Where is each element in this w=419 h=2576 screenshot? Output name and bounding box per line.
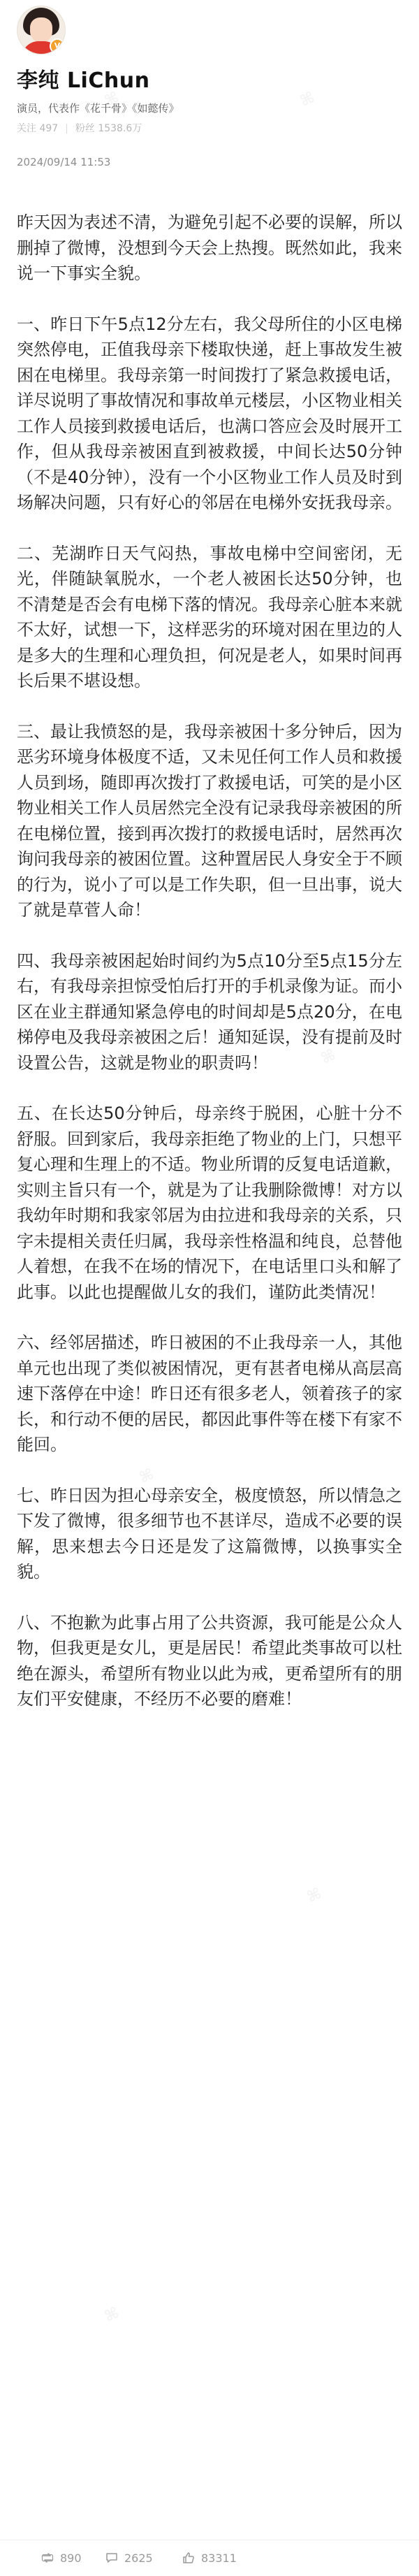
user-stats: [17, 121, 402, 135]
stats-divider: |: [65, 123, 68, 134]
following-count[interactable]: 关注 497: [17, 123, 59, 134]
post-date: 2024/09/14 11:53: [17, 156, 111, 168]
like-count: 83311: [201, 2552, 237, 2565]
user-bio: 演员，代表作《花千骨》《如懿传》: [17, 102, 179, 115]
post-paragraph: 一、昨日下午5点12分左右，我父母所住的小区电梯突然停电，正值我母亲下楼取快递，赶上事故发生被困在电梯里。我母亲第一时间拨打了紧急救援电话，详尽说明了事故情况和事故单元楼层，小区物业相关工作人员接到救援电话后，也满口答应会及时展开工作，但从我母亲被困直到被救援，中间长达50分钟（不是40分钟），没有一个小区物业工作人员及时到场解决问题，只有好心的邻居在电梯外安抚我母亲。: [17, 314, 402, 512]
action-bar: [0, 2540, 419, 2576]
watermark-mark: [102, 2304, 122, 2326]
post-paragraph: 二、芜湖昨日天气闷热，事故电梯中空间密闭，无光，伴随缺氧脱水，一个老人被困长达50分钟，也不清楚是否会有电梯下落的情况。我母亲心脏本来就不太好，试想一下，这样恶劣的环境对困在里边的人是多大的生理和心理负担，何况是老人，如果时间再长后果不堪设想。: [17, 543, 402, 690]
repost-button[interactable]: [41, 2540, 82, 2576]
like-icon: [182, 2551, 196, 2565]
followers-count[interactable]: 粉丝 1538.6万: [75, 123, 142, 134]
user-name[interactable]: 李纯 LiChun: [17, 68, 150, 93]
avatar[interactable]: [17, 6, 66, 55]
comment-button[interactable]: [105, 2540, 153, 2576]
verified-badge-icon: V: [50, 38, 65, 54]
like-button[interactable]: [182, 2540, 237, 2576]
post-header: [17, 6, 402, 168]
post-paragraph: 七、昨日因为担心母亲安全，极度愤怒，所以情急之下发了微博，很多细节也不甚详尽，造成不必要的误解，思来想去今日还是发了这篇微博，以换事实全貌。: [17, 1485, 402, 1582]
comment-count: 2625: [124, 2552, 153, 2565]
post-body: [17, 210, 402, 1737]
repost-icon: [41, 2551, 54, 2565]
comment-icon: [105, 2551, 119, 2565]
post-paragraph: 八、不抱歉为此事占用了公共资源，我可能是公众人物，但我更是女儿，更是居民！希望此类事故可以杜绝在源头，希望所有物业以此为戒，更希望所有的朋友们平安健康，不经历不必要的磨难！: [17, 1612, 402, 1709]
repost-count: 890: [60, 2552, 82, 2565]
post-paragraph: 六、经邻居描述，昨日被困的不止我母亲一人，其他单元也出现了类似被困情况，更有甚者电梯从高层高速下落停在中途！昨日还有很多老人，领着孩子的家长，和行动不便的居民，都因此事件等在楼下有家不能回。: [17, 1333, 402, 1454]
watermark-mark: [304, 1885, 325, 1906]
avatar-face: [30, 17, 52, 43]
post-paragraph: 昨天因为表述不清，为避免引起不必要的误解，所以删掉了微博，没想到今天会上热搜。既然如此，我来说一下事实全貌。: [17, 212, 402, 283]
post-paragraph: 三、最让我愤怒的是，我母亲被困十多分钟后，因为恶劣环境身体极度不适，又未见任何工作人员和救援人员到场，随即再次拨打了救援电话，可笑的是小区物业相关工作人员居然完全没有记录我母亲被困的所在电梯位置，接到再次拨打的救援电话时，居然再次询问我母亲的被困位置。这种置居民人身安全于不顾的行为，说小了可以是工作失职，但一旦出事，说大了就是草菅人命！: [17, 721, 402, 920]
post-paragraph: 五、在长达50分钟后，母亲终于脱困，心脏十分不舒服。回到家后，我母亲拒绝了物业的上门，只想平复心理和生理上的不适。物业所谓的反复电话道歉，实则主旨只有一个，就是为了让我删除微博！对方以我幼年时期和我家邻居为由拉进和我母亲的关系，只字未提相关责任归属，我母亲性格温和纯良，总替他人着想，在我不在场的情况下，在电话里口头和解了此事。以此也提醒做儿女的我们，谨防此类情况！: [17, 1104, 402, 1302]
post-paragraph: 四、我母亲被困起始时间约为5点10分至5点15分左右，有我母亲担惊受怕后打开的手机录像为证。而小区在业主群通知紧急停电的时间却是5点20分，在电梯停电及我母亲被困之后！通知延误，没有提前及时设置公告，这就是物业的职责吗！: [17, 950, 402, 1073]
